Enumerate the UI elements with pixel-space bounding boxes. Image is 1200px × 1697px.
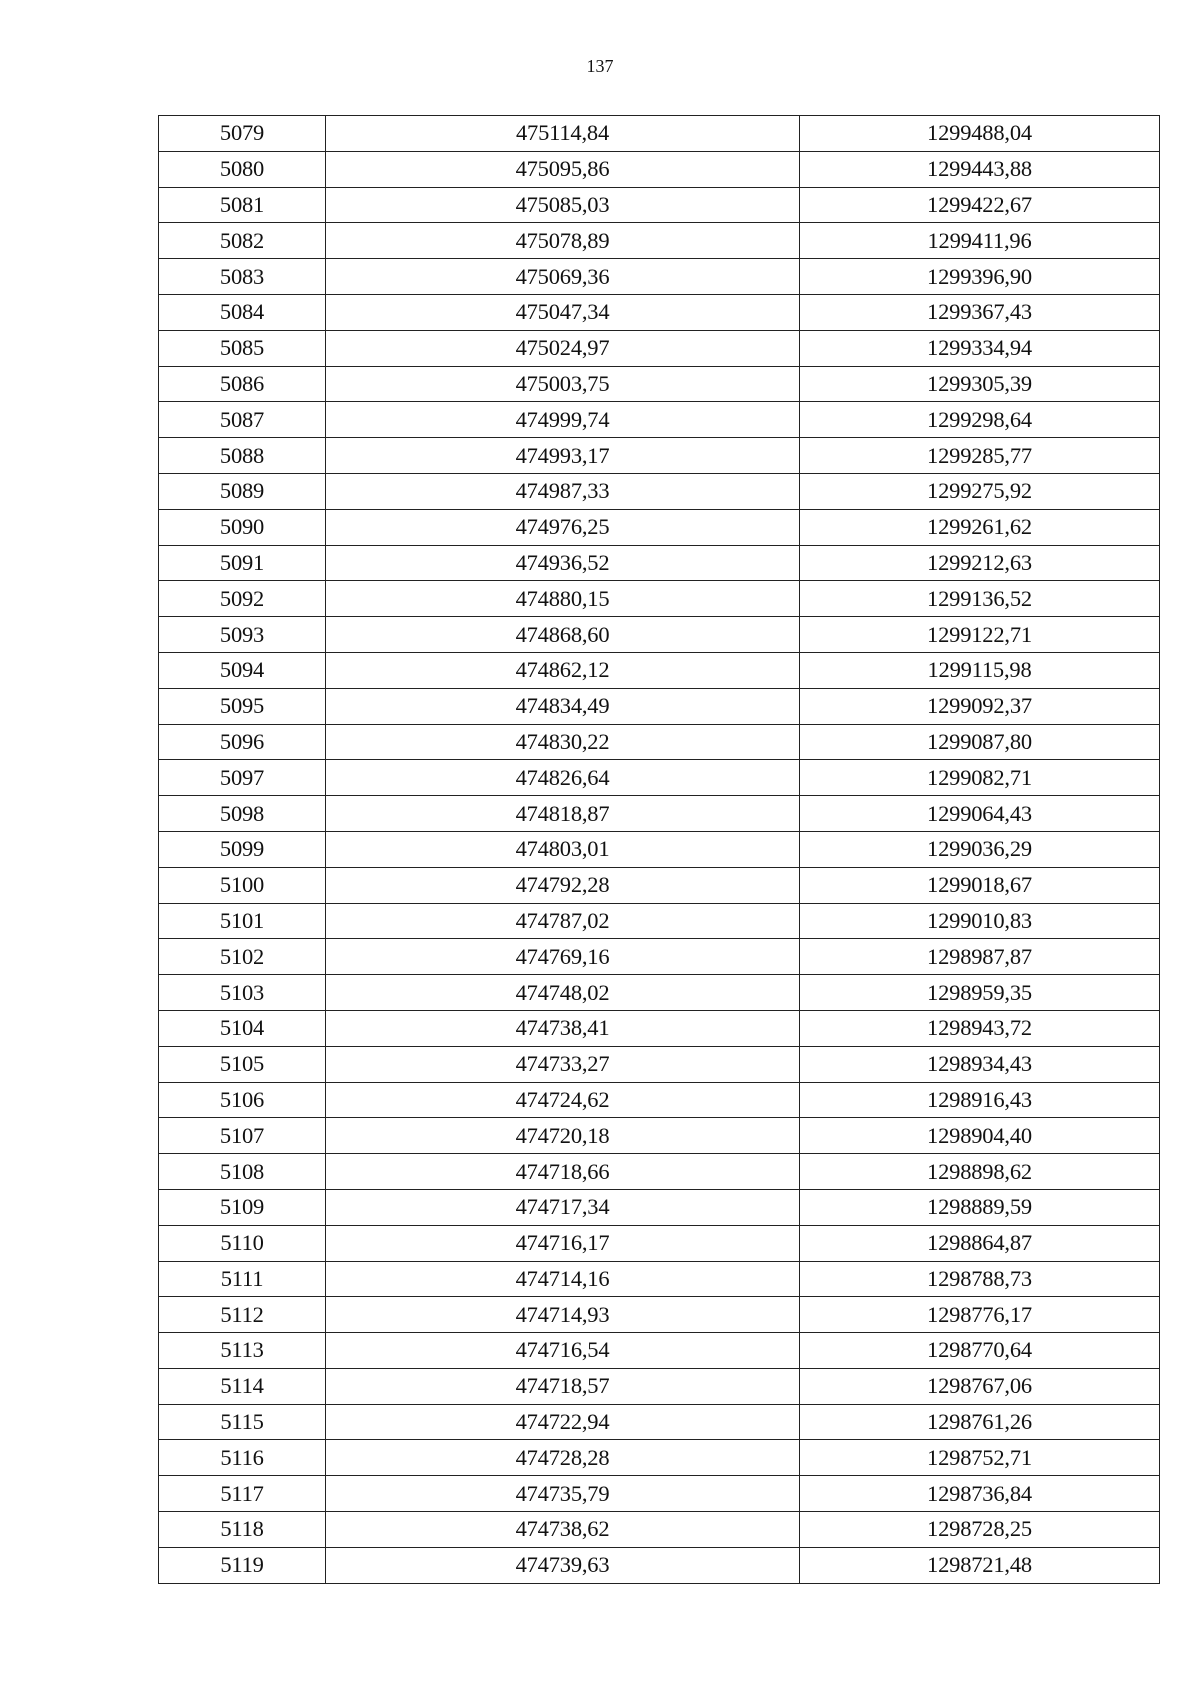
point-number-cell: 5104 (159, 1010, 326, 1046)
y-coordinate-cell: 1298959,35 (800, 975, 1160, 1011)
x-coordinate-cell: 474999,74 (326, 402, 800, 438)
y-coordinate-cell: 1298889,59 (800, 1189, 1160, 1225)
y-coordinate-cell: 1298934,43 (800, 1046, 1160, 1082)
point-number-cell: 5108 (159, 1154, 326, 1190)
table-row (159, 473, 1160, 509)
x-coordinate-cell: 474976,25 (326, 509, 800, 545)
table-row (159, 294, 1160, 330)
x-coordinate-cell: 474739,63 (326, 1547, 800, 1583)
x-coordinate-cell: 474792,28 (326, 867, 800, 903)
y-coordinate-cell: 1298767,06 (800, 1368, 1160, 1404)
y-coordinate-cell: 1299136,52 (800, 581, 1160, 617)
y-coordinate-cell: 1299092,37 (800, 688, 1160, 724)
x-coordinate-cell: 474738,41 (326, 1010, 800, 1046)
point-number-cell: 5111 (159, 1261, 326, 1297)
table-row (159, 1333, 1160, 1369)
point-number-cell: 5103 (159, 975, 326, 1011)
y-coordinate-cell: 1299422,67 (800, 187, 1160, 223)
y-coordinate-cell: 1298721,48 (800, 1547, 1160, 1583)
table-row (159, 545, 1160, 581)
y-coordinate-cell: 1299122,71 (800, 617, 1160, 653)
table-row (159, 1154, 1160, 1190)
table-row (159, 617, 1160, 653)
point-number-cell: 5096 (159, 724, 326, 760)
x-coordinate-cell: 474717,34 (326, 1189, 800, 1225)
point-number-cell: 5080 (159, 151, 326, 187)
point-number-cell: 5087 (159, 402, 326, 438)
x-coordinate-cell: 474826,64 (326, 760, 800, 796)
x-coordinate-cell: 474993,17 (326, 438, 800, 474)
table-row (159, 1225, 1160, 1261)
y-coordinate-cell: 1299064,43 (800, 796, 1160, 832)
x-coordinate-cell: 474720,18 (326, 1118, 800, 1154)
point-number-cell: 5081 (159, 187, 326, 223)
table-row (159, 688, 1160, 724)
x-coordinate-cell: 474880,15 (326, 581, 800, 617)
x-coordinate-cell: 475095,86 (326, 151, 800, 187)
table-row (159, 223, 1160, 259)
point-number-cell: 5092 (159, 581, 326, 617)
table-row (159, 1189, 1160, 1225)
x-coordinate-cell: 474868,60 (326, 617, 800, 653)
table-row (159, 867, 1160, 903)
y-coordinate-cell: 1299285,77 (800, 438, 1160, 474)
point-number-cell: 5099 (159, 831, 326, 867)
table-row (159, 330, 1160, 366)
y-coordinate-cell: 1299115,98 (800, 652, 1160, 688)
point-number-cell: 5088 (159, 438, 326, 474)
x-coordinate-cell: 474818,87 (326, 796, 800, 832)
x-coordinate-cell: 475085,03 (326, 187, 800, 223)
x-coordinate-cell: 474787,02 (326, 903, 800, 939)
y-coordinate-cell: 1299443,88 (800, 151, 1160, 187)
point-number-cell: 5117 (159, 1476, 326, 1512)
point-number-cell: 5090 (159, 509, 326, 545)
y-coordinate-cell: 1298776,17 (800, 1297, 1160, 1333)
table-row (159, 1404, 1160, 1440)
table-row (159, 1118, 1160, 1154)
page-number: 137 (586, 56, 614, 76)
y-coordinate-cell: 1298904,40 (800, 1118, 1160, 1154)
x-coordinate-cell: 474834,49 (326, 688, 800, 724)
point-number-cell: 5105 (159, 1046, 326, 1082)
y-coordinate-cell: 1298788,73 (800, 1261, 1160, 1297)
x-coordinate-cell: 474738,62 (326, 1512, 800, 1548)
table-row (159, 760, 1160, 796)
table-row (159, 831, 1160, 867)
y-coordinate-cell: 1299488,04 (800, 116, 1160, 152)
x-coordinate-cell: 474769,16 (326, 939, 800, 975)
point-number-cell: 5079 (159, 116, 326, 152)
x-coordinate-cell: 474722,94 (326, 1404, 800, 1440)
x-coordinate-cell: 474718,57 (326, 1368, 800, 1404)
table-row (159, 1547, 1160, 1583)
table-row (159, 1476, 1160, 1512)
table-row (159, 796, 1160, 832)
point-number-cell: 5102 (159, 939, 326, 975)
table-row (159, 438, 1160, 474)
y-coordinate-cell: 1299036,29 (800, 831, 1160, 867)
table-row (159, 1368, 1160, 1404)
y-coordinate-cell: 1298752,71 (800, 1440, 1160, 1476)
table-row (159, 402, 1160, 438)
table-row (159, 151, 1160, 187)
y-coordinate-cell: 1299411,96 (800, 223, 1160, 259)
x-coordinate-cell: 475024,97 (326, 330, 800, 366)
point-number-cell: 5093 (159, 617, 326, 653)
table-row (159, 903, 1160, 939)
y-coordinate-cell: 1298916,43 (800, 1082, 1160, 1118)
table-row (159, 581, 1160, 617)
table-row (159, 939, 1160, 975)
point-number-cell: 5119 (159, 1547, 326, 1583)
point-number-cell: 5094 (159, 652, 326, 688)
y-coordinate-cell: 1299082,71 (800, 760, 1160, 796)
y-coordinate-cell: 1298761,26 (800, 1404, 1160, 1440)
y-coordinate-cell: 1299087,80 (800, 724, 1160, 760)
x-coordinate-cell: 474716,17 (326, 1225, 800, 1261)
point-number-cell: 5109 (159, 1189, 326, 1225)
point-number-cell: 5115 (159, 1404, 326, 1440)
x-coordinate-cell: 474724,62 (326, 1082, 800, 1118)
x-coordinate-cell: 474735,79 (326, 1476, 800, 1512)
x-coordinate-cell: 474862,12 (326, 652, 800, 688)
point-number-cell: 5107 (159, 1118, 326, 1154)
point-number-cell: 5110 (159, 1225, 326, 1261)
point-number-cell: 5116 (159, 1440, 326, 1476)
x-coordinate-cell: 474803,01 (326, 831, 800, 867)
x-coordinate-cell: 475114,84 (326, 116, 800, 152)
point-number-cell: 5085 (159, 330, 326, 366)
y-coordinate-cell: 1298728,25 (800, 1512, 1160, 1548)
table-row (159, 1512, 1160, 1548)
point-number-cell: 5089 (159, 473, 326, 509)
table-row (159, 366, 1160, 402)
y-coordinate-cell: 1299298,64 (800, 402, 1160, 438)
table-row (159, 116, 1160, 152)
y-coordinate-cell: 1299261,62 (800, 509, 1160, 545)
table-row (159, 652, 1160, 688)
coordinates-table-body (159, 116, 1160, 1584)
point-number-cell: 5086 (159, 366, 326, 402)
x-coordinate-cell: 474714,93 (326, 1297, 800, 1333)
table-row (159, 724, 1160, 760)
table-row (159, 187, 1160, 223)
point-number-cell: 5112 (159, 1297, 326, 1333)
x-coordinate-cell: 474733,27 (326, 1046, 800, 1082)
y-coordinate-cell: 1298943,72 (800, 1010, 1160, 1046)
y-coordinate-cell: 1298736,84 (800, 1476, 1160, 1512)
point-number-cell: 5082 (159, 223, 326, 259)
y-coordinate-cell: 1298987,87 (800, 939, 1160, 975)
point-number-cell: 5083 (159, 259, 326, 295)
y-coordinate-cell: 1299305,39 (800, 366, 1160, 402)
coordinates-table (158, 115, 1160, 1584)
y-coordinate-cell: 1298864,87 (800, 1225, 1160, 1261)
table-row (159, 259, 1160, 295)
table-row (159, 1440, 1160, 1476)
x-coordinate-cell: 474728,28 (326, 1440, 800, 1476)
point-number-cell: 5113 (159, 1333, 326, 1369)
table-row (159, 1082, 1160, 1118)
point-number-cell: 5106 (159, 1082, 326, 1118)
y-coordinate-cell: 1299275,92 (800, 473, 1160, 509)
table-row (159, 1261, 1160, 1297)
point-number-cell: 5097 (159, 760, 326, 796)
point-number-cell: 5095 (159, 688, 326, 724)
table-row (159, 1010, 1160, 1046)
x-coordinate-cell: 475003,75 (326, 366, 800, 402)
table-row (159, 1046, 1160, 1082)
x-coordinate-cell: 475047,34 (326, 294, 800, 330)
x-coordinate-cell: 474748,02 (326, 975, 800, 1011)
x-coordinate-cell: 475069,36 (326, 259, 800, 295)
point-number-cell: 5118 (159, 1512, 326, 1548)
point-number-cell: 5084 (159, 294, 326, 330)
x-coordinate-cell: 474714,16 (326, 1261, 800, 1297)
x-coordinate-cell: 474936,52 (326, 545, 800, 581)
y-coordinate-cell: 1299396,90 (800, 259, 1160, 295)
y-coordinate-cell: 1298770,64 (800, 1333, 1160, 1369)
point-number-cell: 5091 (159, 545, 326, 581)
point-number-cell: 5098 (159, 796, 326, 832)
x-coordinate-cell: 474987,33 (326, 473, 800, 509)
x-coordinate-cell: 474718,66 (326, 1154, 800, 1190)
table-row (159, 975, 1160, 1011)
point-number-cell: 5100 (159, 867, 326, 903)
x-coordinate-cell: 475078,89 (326, 223, 800, 259)
x-coordinate-cell: 474830,22 (326, 724, 800, 760)
table-row (159, 1297, 1160, 1333)
y-coordinate-cell: 1299367,43 (800, 294, 1160, 330)
point-number-cell: 5114 (159, 1368, 326, 1404)
y-coordinate-cell: 1299018,67 (800, 867, 1160, 903)
point-number-cell: 5101 (159, 903, 326, 939)
y-coordinate-cell: 1299010,83 (800, 903, 1160, 939)
y-coordinate-cell: 1299212,63 (800, 545, 1160, 581)
table-row (159, 509, 1160, 545)
y-coordinate-cell: 1298898,62 (800, 1154, 1160, 1190)
y-coordinate-cell: 1299334,94 (800, 330, 1160, 366)
x-coordinate-cell: 474716,54 (326, 1333, 800, 1369)
